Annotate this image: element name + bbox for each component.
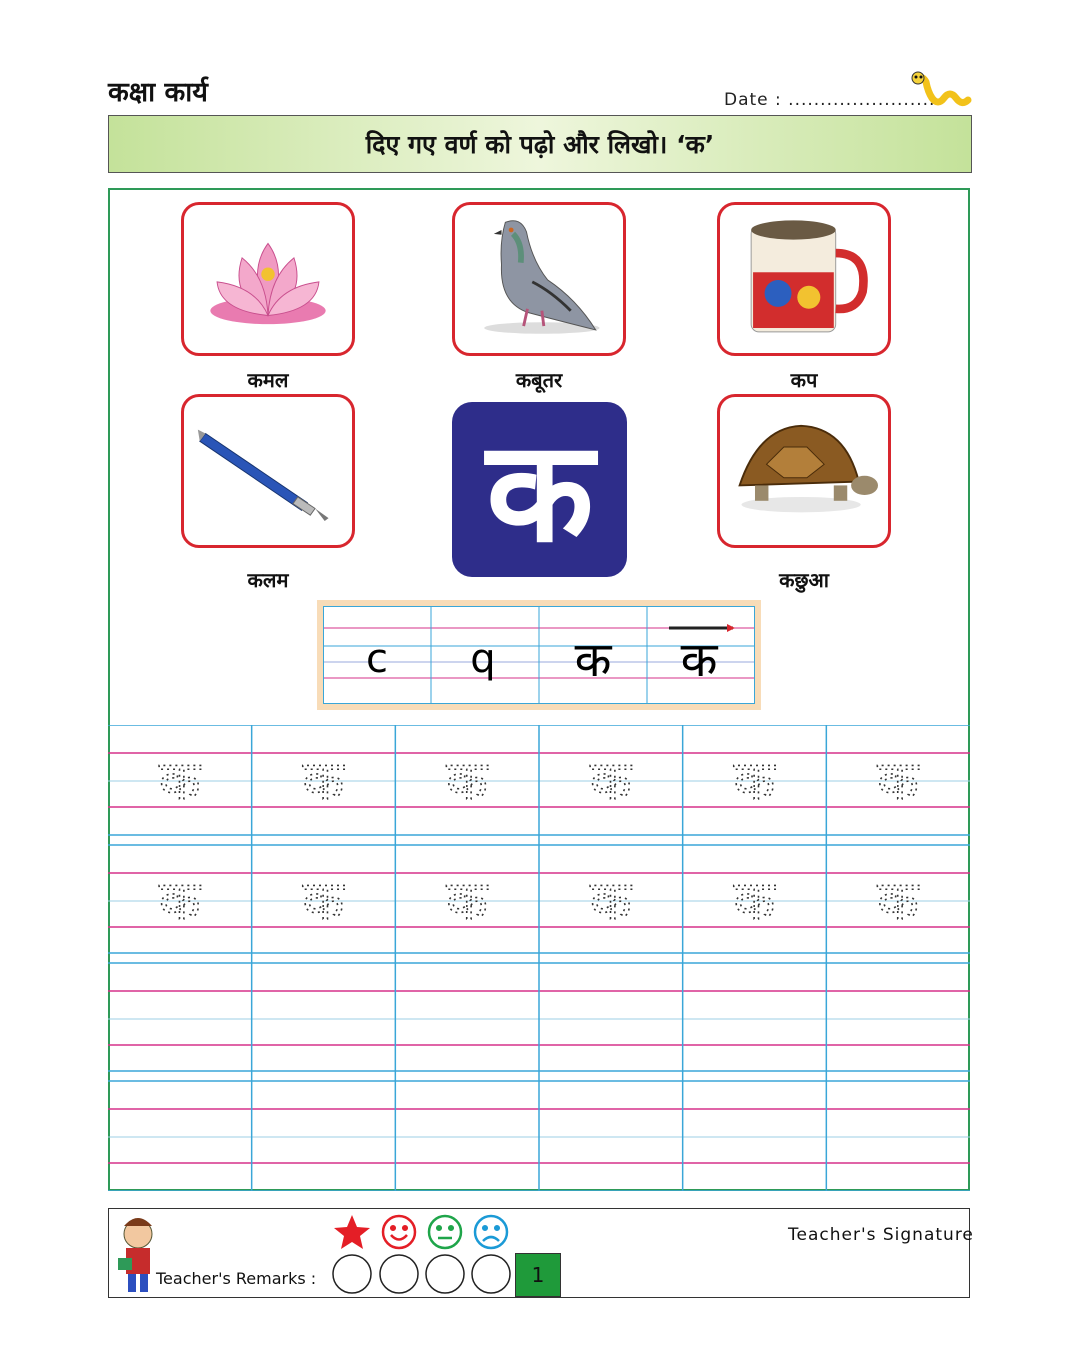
trace-letter: क [733, 749, 776, 812]
star-icon [334, 1215, 370, 1249]
rating-area [332, 1212, 512, 1296]
stroke-step-1: c [366, 636, 388, 682]
trace-letter: क [877, 749, 919, 812]
rating-circle-neutral[interactable] [426, 1255, 464, 1293]
card-label-cup: कप [790, 368, 818, 392]
trace-letter: क [590, 869, 632, 932]
date-field: Date : ........................ [724, 90, 942, 110]
pen-card [181, 394, 355, 548]
card-label-tortoise: कछुआ [779, 568, 829, 592]
trace-letter: क [446, 869, 488, 932]
card-label-pigeon: कबूतर [515, 368, 563, 392]
rating-circle-sad[interactable] [472, 1255, 510, 1293]
cup-icon [720, 205, 888, 353]
stroke-step-2: q [470, 636, 496, 682]
tracing-grid [108, 725, 970, 1191]
rating-circle-star[interactable] [333, 1255, 371, 1293]
pen-icon [184, 397, 352, 545]
stroke-order-box [323, 606, 755, 704]
worm-icon [906, 70, 978, 114]
card-label-pen: कलम [247, 568, 289, 592]
stroke-order-svg [323, 606, 755, 704]
rating-circle-happy[interactable] [380, 1255, 418, 1293]
trace-letter: क [733, 869, 776, 932]
happy-face-icon [383, 1216, 415, 1248]
lotus-icon [184, 205, 352, 353]
pigeon-card [452, 202, 626, 356]
trace-letter: क [302, 869, 345, 932]
trace-letter: क [159, 869, 201, 932]
big-letter-svg [452, 402, 627, 577]
big-letter: क [486, 411, 594, 574]
teacher-signature-label: Teacher's Signature [788, 1225, 974, 1245]
card-label-lotus: कमल [247, 368, 289, 392]
trace-letter: क [159, 749, 201, 812]
sad-face-icon [475, 1216, 507, 1248]
trace-letter: क [302, 749, 345, 812]
teacher-remarks-label: Teacher's Remarks : [156, 1269, 317, 1288]
trace-letter: क [446, 749, 488, 812]
instruction-banner: दिए गए वर्ण को पढ़ो और लिखो। ‘क’ [108, 115, 972, 173]
trace-letter: क [590, 749, 632, 812]
stroke-step-4: क [680, 632, 718, 688]
tortoise-icon [720, 397, 888, 545]
lotus-card [181, 202, 355, 356]
cup-card [717, 202, 891, 356]
stroke-step-3: क [574, 632, 612, 688]
pigeon-icon [455, 205, 623, 353]
tortoise-card [717, 394, 891, 548]
big-letter-tile [452, 402, 627, 577]
boy-icon [112, 1212, 162, 1296]
trace-letter: क [877, 869, 919, 932]
page-number: 1 [515, 1253, 561, 1297]
neutral-face-icon [429, 1216, 461, 1248]
page-title: कक्षा कार्य [108, 77, 208, 108]
